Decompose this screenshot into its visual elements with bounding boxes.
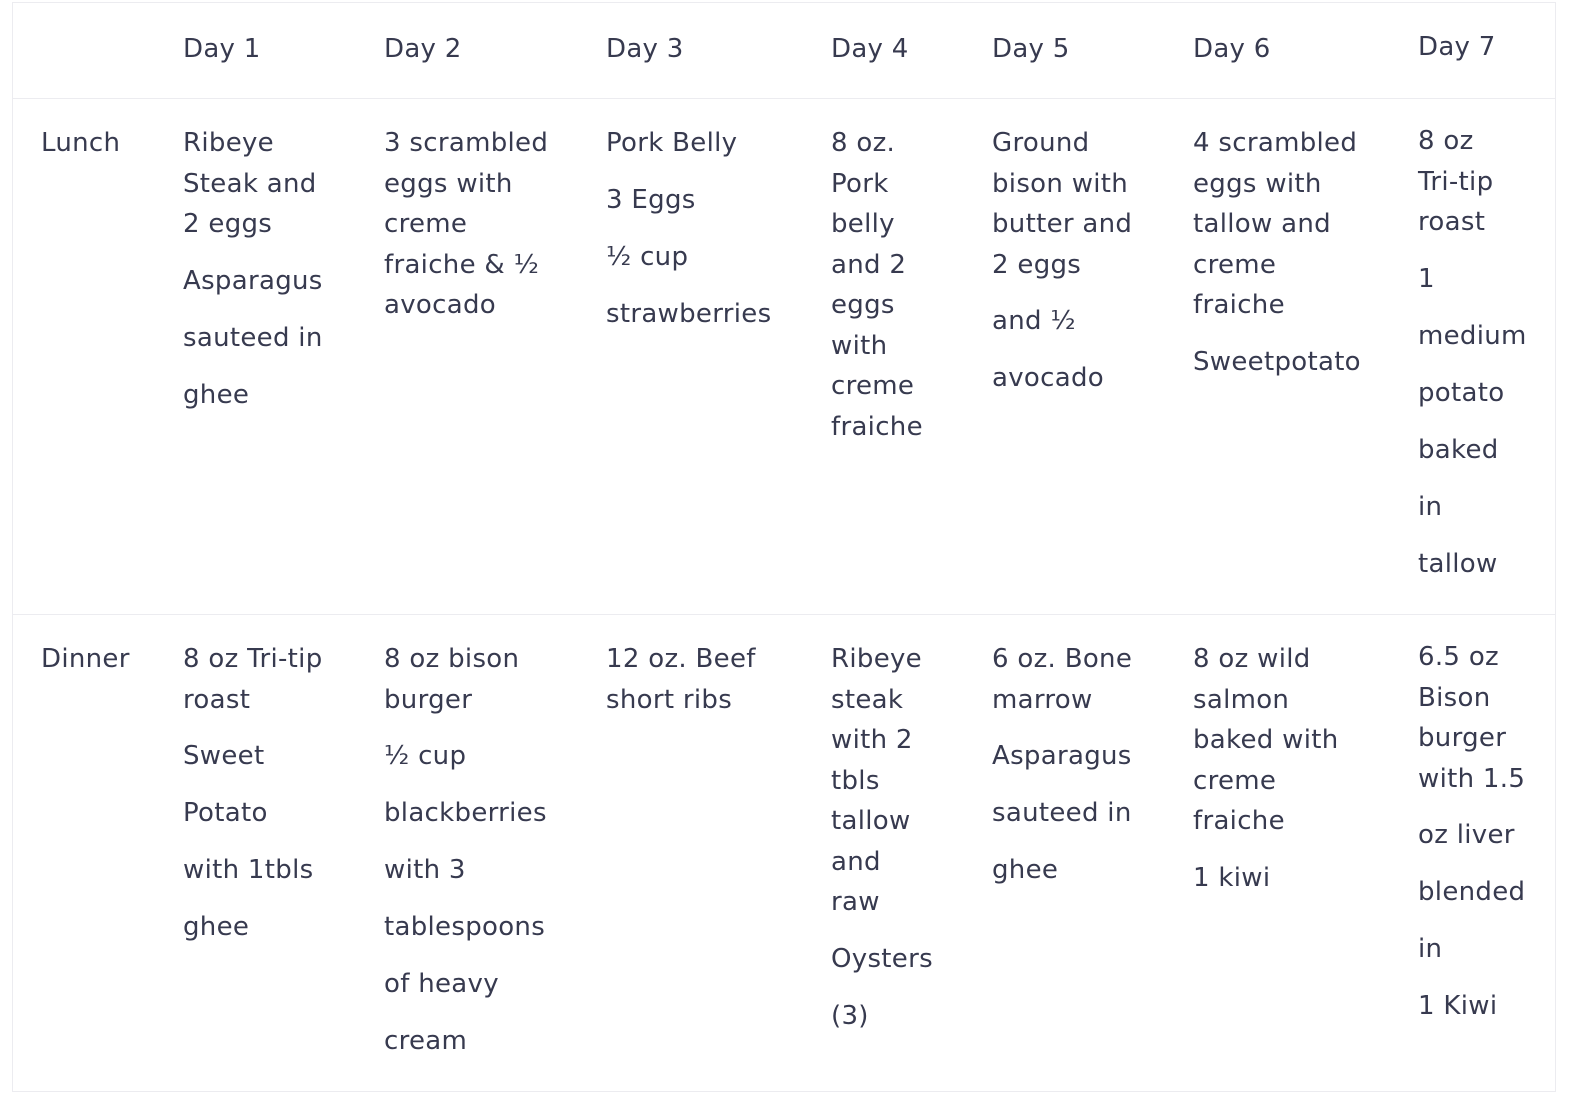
meal-text-line: roast	[1418, 207, 1486, 237]
meal-text-line: Asparagus	[183, 265, 323, 296]
header-day-2: Day 2	[384, 34, 462, 64]
meal-text-line: 2 eggs	[183, 209, 273, 239]
meal-text-line: medium	[1418, 320, 1527, 351]
dinner-day-6-cell	[1193, 639, 1413, 899]
meal-text-line: 12 oz. Beef	[606, 644, 756, 674]
meal-text-line: ½ cup	[384, 741, 467, 771]
meal-text-line: avocado	[992, 363, 1104, 393]
dinner-day-5-cell	[992, 639, 1182, 891]
meal-text-line: fraiche	[831, 411, 923, 442]
meal-text-line: tbls	[831, 765, 880, 796]
meal-text-line: fraiche	[1193, 806, 1285, 836]
lunch-day-6-cell	[1193, 123, 1413, 383]
meal-text-line: ghee	[183, 912, 250, 942]
meal-text-line: Steak and	[183, 168, 317, 199]
lunch-day-4-cell	[831, 123, 981, 447]
dinner-row	[13, 615, 1555, 1093]
meal-text-line: bison with	[992, 168, 1129, 199]
meal-text-line: 2 eggs	[992, 249, 1082, 280]
meal-text-line: with 1.5	[1418, 763, 1526, 794]
dinner-day-3-cell	[606, 639, 821, 720]
meal-text-line: blended	[1418, 877, 1526, 907]
meal-text-line: fraiche & ½	[384, 249, 540, 280]
meal-text-line: cream	[384, 1026, 468, 1056]
meal-text-line: 1 kiwi	[1193, 862, 1271, 893]
meal-text-line: 4 scrambled	[1193, 128, 1358, 158]
dinner-day-7-cell	[1418, 637, 1548, 1027]
meal-text-line: belly	[831, 209, 895, 239]
dinner-day-4-cell	[831, 639, 981, 1037]
meal-text-line: sauteed in	[992, 798, 1132, 828]
header-day-3: Day 3	[606, 34, 684, 64]
meal-text-line: butter and	[992, 209, 1133, 239]
lunch-day-1-cell	[183, 123, 373, 416]
meal-text-line: burger	[1418, 723, 1507, 753]
meal-text-line: tablespoons	[384, 912, 546, 942]
meal-text-line: 8 oz.	[831, 128, 896, 158]
meal-text-line: and 2	[831, 249, 907, 280]
lunch-row	[13, 99, 1555, 615]
meal-text-line: eggs with	[1193, 168, 1322, 199]
meal-text-line: ½ cup	[606, 241, 689, 272]
meal-text-line: creme	[1193, 765, 1277, 796]
meal-text-line: 8 oz	[1418, 126, 1474, 156]
meal-text-line: oz liver	[1418, 820, 1515, 850]
meal-text-line: 1 Kiwi	[1418, 991, 1498, 1021]
meal-text-line: creme	[831, 371, 915, 401]
meal-text-line: 3 Eggs	[606, 184, 696, 215]
lunch-row-label: Lunch	[41, 128, 121, 158]
meal-text-line: Sweet	[183, 741, 265, 771]
meal-text-line: short ribs	[606, 684, 733, 715]
meal-text-line: tallow	[831, 806, 911, 836]
meal-text-line: steak	[831, 684, 904, 715]
meal-text-line: eggs with	[384, 168, 513, 199]
meal-text-line: creme	[1193, 249, 1277, 280]
meal-text-line: raw	[831, 887, 880, 917]
meal-text-line: with	[831, 330, 888, 361]
lunch-day-7-cell	[1418, 121, 1548, 585]
meal-text-line: Asparagus	[992, 741, 1132, 771]
meal-text-line: and ½	[992, 306, 1076, 336]
meal-text-line: of heavy	[384, 969, 499, 999]
meal-text-line: baked	[1418, 434, 1499, 465]
meal-text-line: (3)	[831, 1000, 869, 1031]
header-row	[13, 3, 1555, 99]
dinner-row-label: Dinner	[41, 644, 130, 674]
meal-text-line: Ribeye	[183, 128, 274, 158]
meal-text-line: 3 scrambled	[384, 128, 549, 158]
meal-text-line: 8 oz Tri-tip	[183, 644, 323, 674]
meal-text-line: avocado	[384, 290, 496, 320]
meal-text-line: tallow and	[1193, 209, 1331, 239]
meal-text-line: in	[1418, 934, 1443, 964]
header-day-1: Day 1	[183, 34, 261, 64]
meal-text-line: blackberries	[384, 798, 547, 828]
meal-text-line: creme	[384, 209, 468, 239]
dinner-day-2-cell	[384, 639, 594, 1062]
header-day-6: Day 6	[1193, 34, 1271, 64]
meal-text-line: Tri-tip	[1418, 166, 1494, 197]
meal-text-line: salmon	[1193, 684, 1290, 715]
header-day-7: Day 7	[1418, 32, 1496, 62]
meal-text-line: Pork	[831, 168, 889, 199]
meal-text-line: Potato	[183, 798, 268, 828]
meal-text-line: 6.5 oz	[1418, 642, 1499, 672]
meal-text-line: with 2	[831, 725, 913, 755]
meal-text-line: 6 oz. Bone	[992, 644, 1133, 674]
meal-text-line: roast	[183, 684, 251, 715]
meal-text-line: 8 oz bison	[384, 644, 520, 674]
meal-text-line: burger	[384, 684, 473, 715]
dinner-day-1-cell	[183, 639, 373, 948]
meal-text-line: Sweetpotato	[1193, 346, 1361, 377]
meal-text-line: fraiche	[1193, 290, 1285, 320]
meal-text-line: tallow	[1418, 548, 1498, 579]
meal-text-line: and	[831, 846, 881, 877]
meal-text-line: baked with	[1193, 725, 1339, 755]
meal-plan-table	[12, 2, 1556, 1092]
meal-text-line: with 3	[384, 855, 466, 885]
lunch-day-2-cell	[384, 123, 594, 326]
lunch-day-5-cell	[992, 123, 1182, 399]
meal-text-line: Ground	[992, 128, 1090, 158]
meal-text-line: with 1tbls	[183, 855, 314, 885]
meal-text-line: strawberries	[606, 298, 772, 329]
meal-text-line: Oysters	[831, 943, 933, 974]
meal-text-line: ghee	[183, 379, 250, 410]
meal-text-line: eggs	[831, 290, 895, 320]
meal-text-line: 1	[1418, 263, 1435, 294]
meal-text-line: Pork Belly	[606, 128, 738, 158]
header-day-5: Day 5	[992, 34, 1070, 64]
header-day-4: Day 4	[831, 34, 909, 64]
meal-text-line: Bison	[1418, 682, 1491, 713]
lunch-day-3-cell	[606, 123, 821, 335]
meal-text-line: marrow	[992, 684, 1093, 715]
meal-text-line: Ribeye	[831, 644, 922, 674]
meal-text-line: potato	[1418, 377, 1505, 408]
meal-text-line: in	[1418, 491, 1443, 522]
meal-text-line: ghee	[992, 855, 1059, 885]
meal-text-line: sauteed in	[183, 322, 323, 353]
meal-text-line: 8 oz wild	[1193, 644, 1311, 674]
